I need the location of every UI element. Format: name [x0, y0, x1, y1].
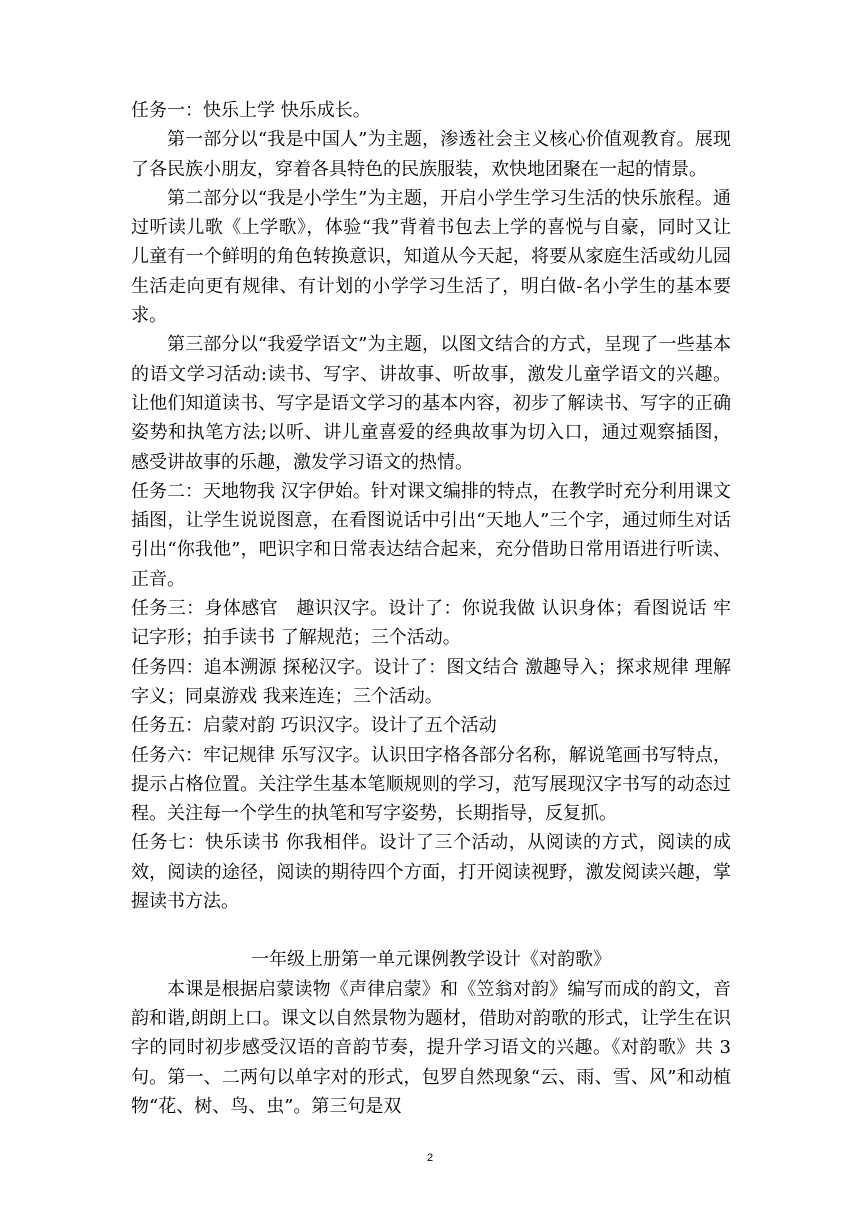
- lesson-title: 一年级上册第一单元课例教学设计《对韵歌》: [251, 949, 611, 971]
- blank-line: [131, 916, 731, 945]
- task-6-paragraph: 任务六：牢记规律 乐写汉字。认识田字格各部分名称，解说笔画书写特点，提示占格位置。关注学生基本笔顺规则的学习，范写展现汉字书写的动态过程。关注每一个学生的执笔和写字姿势，长期指导，反复抓。: [131, 744, 731, 825]
- task-2-paragraph: 任务二：天地物我 汉字伊始。针对课文编排的特点，在教学时充分利用课文插图，让学生说说图意，在看图说话中引出“天地人”三个字，通过师生对话引出“你我他”，吧识字和日常表达结合起来，充分借助日常用语进行听读、正音。: [131, 480, 731, 590]
- task-3-paragraph: 任务三：身体感官 趣识汉字。设计了：你说我做 认识身体；看图说话 牢记字形；拍手读书 了解规范；三个活动。: [131, 598, 731, 649]
- task-5-paragraph: 任务五：启蒙对韵 巧识汉字。设计了五个活动: [131, 715, 497, 737]
- task-1-part-3-paragraph: 第三部分以“我爱学语文”为主题，以图文结合的方式，呈现了一些基本的语文学习活动:读书、写字、讲故事、听故事，激发儿童学语文的兴趣。让他们知道读书、写字是语文学习的基本内容，初步了解读书、写字的正确姿势和执笔方法;以听、讲儿童喜爱的经典故事为切入口，通过观察插图，感受讲故事的乐趣，激发学习语文的热情。: [131, 334, 731, 473]
- task-1-heading: 任务一：快乐上学 快乐成长。: [131, 100, 371, 121]
- task-1-part-2-paragraph: 第二部分以“我是小学生”为主题，开启小学生学习生活的快乐旅程。通过听读儿歌《上学歌》，体验“我”背着书包去上学的喜悦与自豪，同时又让儿童有一个鲜明的角色转换意识，知道从今天起，将要从家庭生活或幼儿园生活走向更有规律、有计划的小学学习生活了，明白做-名小学生的基本要求。: [131, 187, 731, 327]
- document-body: [131, 96, 731, 1121]
- page-number: 2: [426, 1152, 434, 1164]
- task-7-paragraph: 任务七：快乐读书 你我相伴。设计了三个活动，从阅读的方式，阅读的成效，阅读的途径，阅读的期待四个方面，打开阅读视野，激发阅读兴趣，掌握读书方法。: [131, 832, 731, 913]
- lesson-intro-paragraph: 本课是根据启蒙读物《声律启蒙》和《笠翁对韵》编写而成的韵文，音韵和谐,朗朗上口。课文以自然景物为题材，借助对韵歌的形式，让学生在识字的同时初步感受汉语的音韵节奏，提升学习语文的兴趣。《对韵歌》共 3 句。第一、二两句以单字对的形式，包罗自然现象“云、雨、雪、风”和动植物“花、树、鸟、虫”。第三句是双: [131, 978, 731, 1117]
- task-1-part-1-paragraph: 第一部分以“我是中国人”为主题，渗透社会主义核心价值观教育。展现了各民族小朋友，穿着各具特色的民族服装，欢快地团聚在一起的情景。: [131, 129, 731, 180]
- task-4-paragraph: 任务四：追本溯源 探秘汉字。设计了：图文结合 激趣导入；探求规律 理解字义；同桌游戏 我来连连；三个活动。: [131, 656, 731, 707]
